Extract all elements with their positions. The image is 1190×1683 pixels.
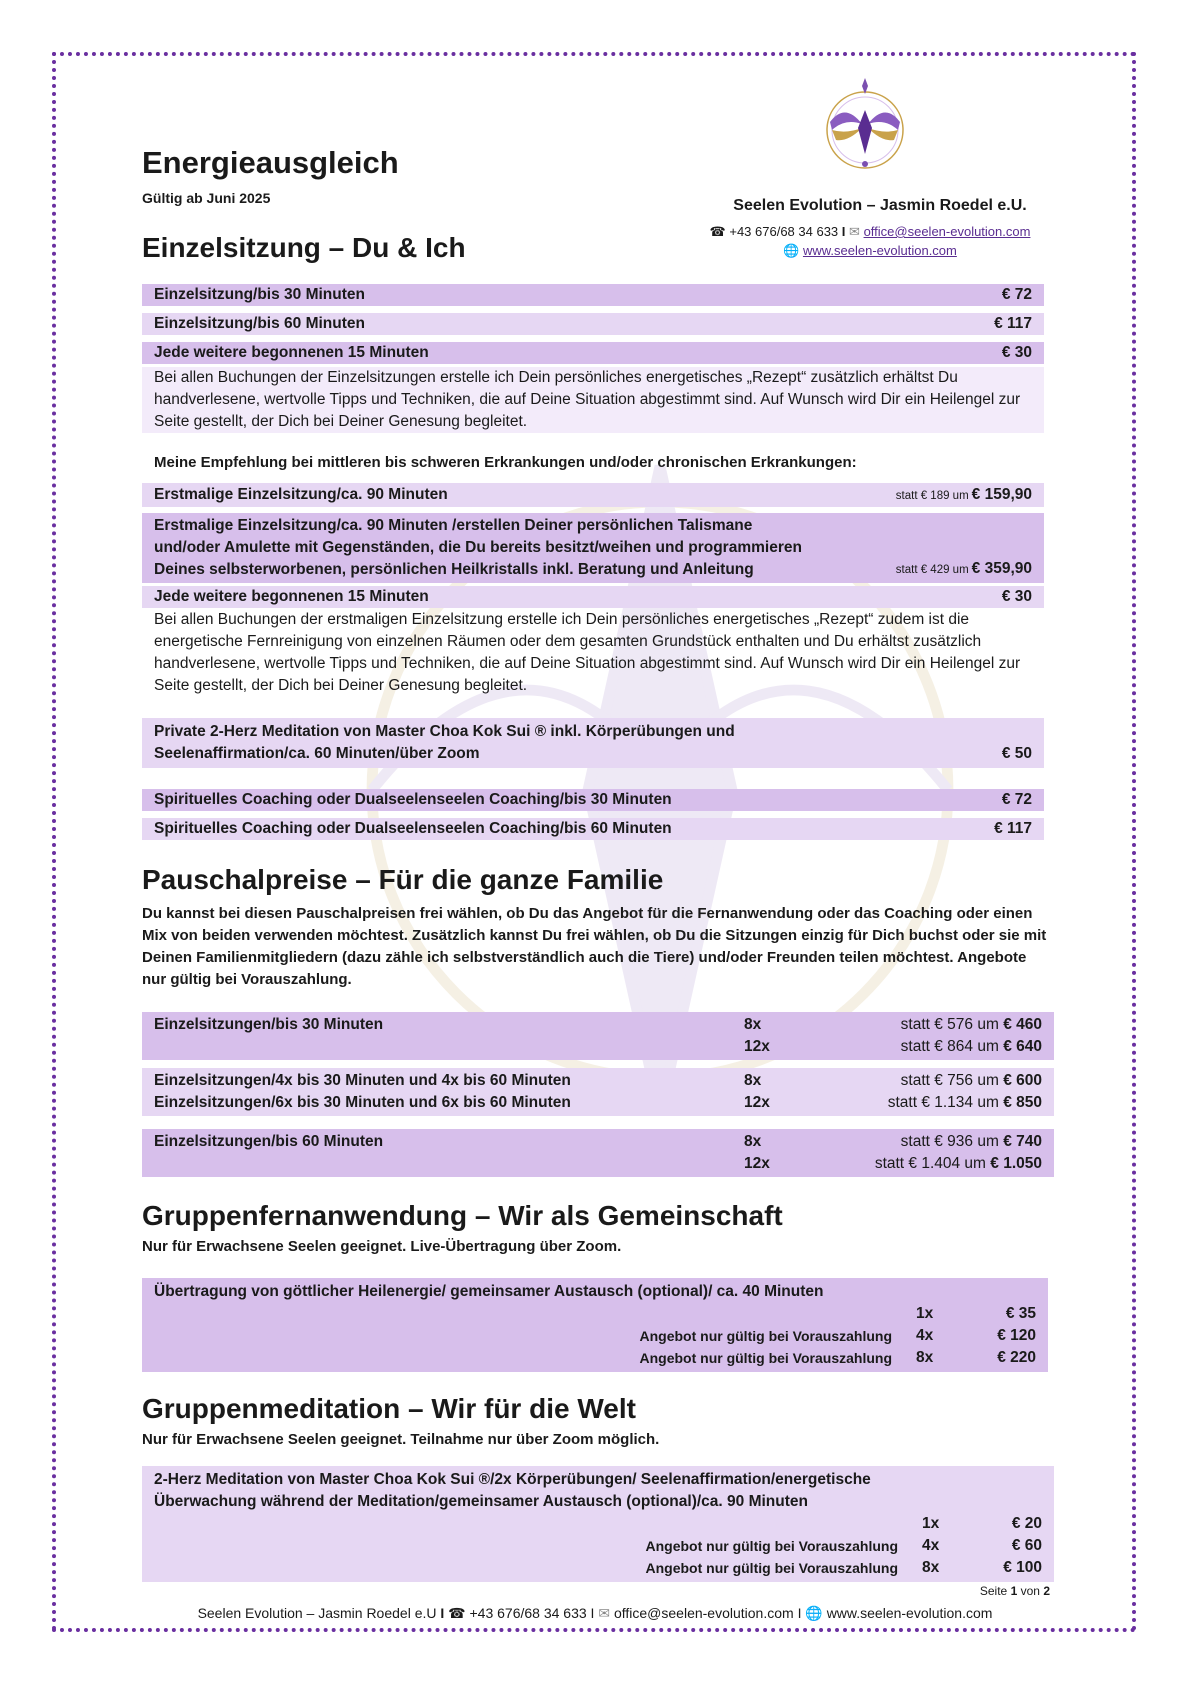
footer-website[interactable]: www.seelen-evolution.com	[826, 1605, 993, 1621]
package-old-price: statt € 756 um	[900, 1072, 999, 1089]
mail-icon: ✉	[849, 224, 860, 239]
row-label-line: und/oder Amulette mit Gegenständen, die Du bereits besitzt/weihen und programmieren	[154, 539, 802, 556]
package-old-price: statt € 864 um	[900, 1038, 999, 1055]
gruppenmed-subtitle: Nur für Erwachsene Seelen geeignet. Teilnahme nur über Zoom möglich.	[142, 1431, 660, 1448]
package-desc: Einzelsitzungen/bis 30 Minuten	[154, 1016, 384, 1033]
price-row	[142, 483, 1044, 507]
group-line	[154, 1347, 1036, 1369]
price-row	[142, 789, 1044, 811]
company-logo	[810, 72, 920, 182]
package-price: € 460	[1003, 1016, 1042, 1033]
row-price: € 359,90	[971, 560, 1032, 577]
header-website	[660, 243, 1080, 259]
package-price: € 850	[1003, 1094, 1042, 1111]
footer-email[interactable]: office@seelen-evolution.com	[613, 1605, 794, 1621]
row-label: Jede weitere begonnenen 15 Minuten	[154, 588, 429, 605]
price-row	[142, 313, 1044, 335]
row-label	[154, 515, 802, 581]
package-group	[142, 1129, 1054, 1177]
price-row	[142, 586, 1044, 608]
footer-phone: +43 676/68 34 633	[469, 1605, 587, 1621]
group-qty: 8x	[922, 1559, 940, 1576]
header-contact: ☎ +43 676/68 34 633 I ✉ office@seelen-evolution.com	[709, 224, 1031, 239]
row-label: Spirituelles Coaching oder Dualseelenseelen Coaching/bis 60 Minuten	[154, 820, 672, 837]
row-label: Einzelsitzung/bis 60 Minuten	[154, 315, 365, 332]
row-label: Erstmalige Einzelsitzung/ca. 90 Minuten	[154, 486, 448, 503]
recommendation: Meine Empfehlung bei mittleren bis schweren Erkrankungen und/oder chronischen Erkrankungen:	[154, 454, 857, 471]
mail-icon: ✉	[598, 1605, 611, 1621]
phone-icon: ☎	[448, 1605, 466, 1621]
row-label-line: Deines selbsterworbenen, persönlichen Heilkristalls inkl. Beratung und Anleitung	[154, 561, 754, 578]
price-row	[142, 718, 1044, 768]
section-title-einzel: Einzelsitzung – Du & Ich	[142, 232, 466, 263]
group-price: € 20	[1011, 1515, 1042, 1532]
row-price: € 117	[994, 820, 1032, 837]
page-footer: Seelen Evolution – Jasmin Roedel e.U I ☎ +43 676/68 34 633 I ✉ office@seelen-evolution.com I 🌐 www.seelen-evolution.com	[197, 1605, 993, 1621]
section-title-gruppenfern: Gruppenfernanwendung – Wir als Gemeinschaft	[142, 1200, 783, 1231]
package-line	[154, 1014, 1042, 1036]
pauschal-intro: Du kannst bei diesen Pauschalpreisen frei wählen, ob Du das Angebot für die Fernanwendung oder das Coaching oder einen Mix von beiden verwenden möchtest. Zusätzlich kannst Du frei wählen, ob Du die Sitzungen einzig für Dich buchst oder sie mit Deinen Familienmitgliedern (dazu zähle ich selbstverständlich auch die Tiere) und/oder Freunden teilen möchtest. Angebote nur gültig bei Vorauszahlung.	[142, 905, 1047, 988]
row-label	[154, 721, 735, 765]
group-price: € 35	[1005, 1305, 1036, 1322]
row-old-price: statt € 429 um	[895, 564, 969, 576]
valid-from: Gültig ab Juni 2025	[142, 190, 271, 206]
package-line	[154, 1131, 1042, 1153]
page-mid: von	[1020, 1584, 1040, 1598]
group-line	[154, 1513, 1042, 1535]
einzel-note-2: Bei allen Buchungen der erstmaligen Einzelsitzung erstelle ich Dein persönliches energetisches „Rezept“ zudem ist die energetische Fernreinigung von einzelnen Räumen oder dem gesamten Grundstück enthalten und Du erhältst zusätzlich handverlesene, wertvolle Tipps und Techniken, die auf Deine Situation abgestimmt sind. Auf Wunsch wird Dir ein Heilengel zur Seite gestellt, der Dich bei Deiner Genesung begleitet.	[154, 611, 1021, 694]
row-label-line: Private 2-Herz Meditation von Master Choa Kok Sui ® inkl. Körperübungen und	[154, 723, 735, 740]
package-line	[154, 1070, 1042, 1092]
package-old-price: statt € 936 um	[900, 1133, 999, 1150]
row-label: Einzelsitzung/bis 30 Minuten	[154, 286, 365, 303]
group-qty: 1x	[922, 1515, 940, 1532]
row-price: € 30	[1001, 344, 1032, 361]
row-price: € 117	[994, 315, 1032, 332]
price-row	[142, 342, 1044, 364]
package-desc: Einzelsitzungen/bis 60 Minuten	[154, 1133, 384, 1150]
row-price: € 30	[1001, 588, 1032, 605]
package-qty: 8x	[744, 1072, 762, 1089]
row-price: € 72	[1001, 286, 1032, 303]
package-price: € 1.050	[990, 1155, 1042, 1172]
footer-company: Seelen Evolution – Jasmin Roedel e.U	[197, 1605, 437, 1621]
group-qty: 1x	[916, 1305, 934, 1322]
group-line	[154, 1557, 1042, 1579]
group-note: Angebot nur gültig bei Vorauszahlung	[639, 1328, 892, 1344]
group-qty: 8x	[916, 1349, 934, 1366]
row-label-line: Erstmalige Einzelsitzung/ca. 90 Minuten /erstellen Deiner persönlichen Talismane	[154, 517, 753, 534]
package-desc: Einzelsitzungen/4x bis 30 Minuten und 4x bis 60 Minuten	[154, 1072, 571, 1089]
package-old-price: statt € 1.134 um	[887, 1094, 999, 1111]
group-price: € 100	[1003, 1559, 1042, 1576]
page-prefix: Seite	[979, 1584, 1008, 1598]
package-qty: 12x	[744, 1094, 770, 1111]
group-price: € 120	[997, 1327, 1036, 1344]
page-title: Energieausgleich	[142, 145, 399, 180]
group-line	[154, 1325, 1036, 1347]
group-table-header: Übertragung von göttlicher Heilenergie/ gemeinsamer Austausch (optional)/ ca. 40 Minuten	[154, 1283, 824, 1300]
package-qty: 12x	[744, 1038, 770, 1055]
package-qty: 8x	[744, 1016, 762, 1033]
package-qty: 8x	[744, 1133, 762, 1150]
header-phone: +43 676/68 34 633	[729, 224, 839, 239]
phone-icon: ☎	[709, 224, 726, 239]
group-line	[154, 1303, 1036, 1325]
gruppenfern-subtitle: Nur für Erwachsene Seelen geeignet. Live-Übertragung über Zoom.	[142, 1238, 622, 1255]
row-label: Spirituelles Coaching oder Dualseelenseelen Coaching/bis 30 Minuten	[154, 791, 672, 808]
header-website-link[interactable]: www.seelen-evolution.com	[802, 243, 957, 258]
group-price-table	[142, 1278, 1048, 1372]
group-qty: 4x	[922, 1537, 940, 1554]
row-price: € 159,90	[971, 486, 1032, 503]
package-desc: Einzelsitzungen/6x bis 30 Minuten und 6x bis 60 Minuten	[154, 1094, 571, 1111]
section-title-gruppenmed: Gruppenmeditation – Wir für die Welt	[142, 1393, 636, 1424]
group-line	[154, 1535, 1042, 1557]
page-total: 2	[1043, 1584, 1050, 1598]
row-label: Jede weitere begonnenen 15 Minuten	[154, 344, 429, 361]
group-note: Angebot nur gültig bei Vorauszahlung	[639, 1350, 892, 1366]
package-qty: 12x	[744, 1155, 770, 1172]
package-old-price: statt € 576 um	[900, 1016, 999, 1033]
globe-icon: 🌐	[805, 1605, 823, 1621]
globe-icon: 🌐	[783, 243, 800, 258]
row-old-price: statt € 189 um	[895, 490, 969, 502]
page-current: 1	[1010, 1584, 1018, 1598]
package-line	[154, 1036, 1042, 1058]
price-row	[142, 284, 1044, 306]
row-label-line: Seelenaffirmation/ca. 60 Minuten/über Zoom	[154, 745, 480, 762]
group-table-header: 2-Herz Meditation von Master Choa Kok Sui ®/2x Körperübungen/ Seelenaffirmation/energetische	[154, 1471, 871, 1488]
company-name: Seelen Evolution – Jasmin Roedel e.U.	[733, 197, 1027, 214]
package-line	[154, 1153, 1042, 1175]
package-line	[154, 1092, 1042, 1114]
package-old-price: statt € 1.404 um	[874, 1155, 986, 1172]
package-group	[142, 1068, 1054, 1116]
package-price: € 740	[1003, 1133, 1042, 1150]
group-qty: 4x	[916, 1327, 934, 1344]
group-note: Angebot nur gültig bei Vorauszahlung	[645, 1560, 898, 1576]
package-price: € 600	[1003, 1072, 1042, 1089]
package-price: € 640	[1003, 1038, 1042, 1055]
group-note: Angebot nur gültig bei Vorauszahlung	[645, 1538, 898, 1554]
row-price: € 50	[1001, 745, 1032, 762]
row-price: € 72	[1001, 791, 1032, 808]
einzel-note: Bei allen Buchungen der Einzelsitzungen erstelle ich Dein persönliches energetisches „Rezept“ zusätzlich erhältst Du handverlesene, wertvolle Tipps und Techniken, die auf Deine Situation abgestimmt sind. Auf Wunsch wird Dir ein Heilengel zur Seite gestellt, der Dich bei Deiner Genesung begleitet.	[142, 367, 1044, 433]
page-number	[900, 1584, 1050, 1598]
group-price: € 220	[997, 1349, 1036, 1366]
header-email-link[interactable]: office@seelen-evolution.com	[863, 224, 1031, 239]
price-row	[142, 818, 1044, 840]
section-title-pauschal: Pauschalpreise – Für die ganze Familie	[142, 864, 664, 895]
group-table-header: Überwachung während der Meditation/gemeinsamer Austausch (optional)/ca. 90 Minuten	[154, 1493, 808, 1510]
meditation-price-table	[142, 1466, 1054, 1582]
group-price: € 60	[1011, 1537, 1042, 1554]
price-row	[142, 513, 1044, 583]
package-group	[142, 1012, 1054, 1060]
